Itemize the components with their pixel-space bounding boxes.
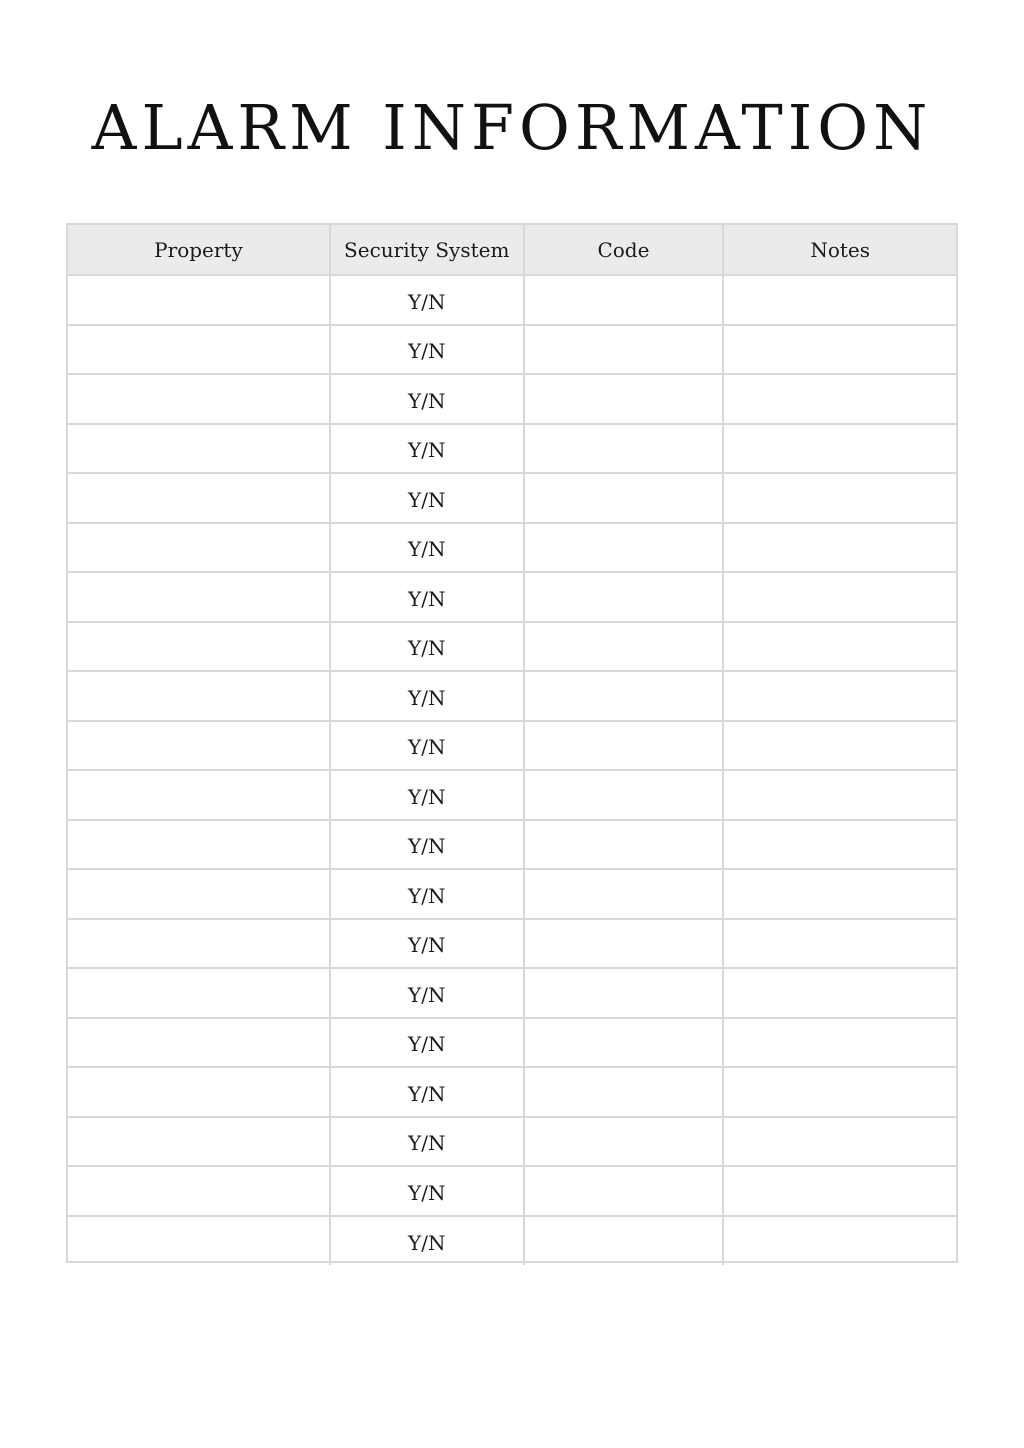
code-cell[interactable] [524,671,724,721]
table-row [68,1117,956,1167]
code-cell[interactable] [524,1166,724,1216]
code-cell[interactable] [524,1117,724,1167]
table-row [68,671,956,721]
table-row [68,523,956,573]
property-cell[interactable] [68,1067,330,1117]
security-system-cell[interactable]: Y/N [330,523,524,573]
code-cell[interactable] [524,919,724,969]
notes-cell[interactable] [723,1216,956,1266]
property-cell[interactable] [68,721,330,771]
code-cell[interactable] [524,572,724,622]
security-system-cell[interactable]: Y/N [330,671,524,721]
notes-cell[interactable] [723,523,956,573]
code-cell[interactable] [524,1018,724,1068]
property-cell[interactable] [68,325,330,375]
notes-cell[interactable] [723,424,956,474]
code-cell[interactable] [524,473,724,523]
notes-cell[interactable] [723,721,956,771]
property-cell[interactable] [68,820,330,870]
column-header-notes: Notes [723,225,956,275]
table-row [68,820,956,870]
alarm-table [68,225,956,1265]
notes-cell[interactable] [723,968,956,1018]
page-title: ALARM INFORMATION [91,91,933,164]
header-row [68,225,956,275]
security-system-cell[interactable]: Y/N [330,325,524,375]
notes-cell[interactable] [723,1117,956,1167]
security-system-cell[interactable]: Y/N [330,1067,524,1117]
security-system-cell[interactable]: Y/N [330,1216,524,1266]
property-cell[interactable] [68,275,330,325]
property-cell[interactable] [68,968,330,1018]
table-row [68,1216,956,1266]
property-cell[interactable] [68,919,330,969]
notes-cell[interactable] [723,572,956,622]
table-row [68,275,956,325]
security-system-cell[interactable]: Y/N [330,869,524,919]
table-row [68,473,956,523]
table-row [68,1018,956,1068]
security-system-cell[interactable]: Y/N [330,424,524,474]
property-cell[interactable] [68,473,330,523]
notes-cell[interactable] [723,869,956,919]
property-cell[interactable] [68,1117,330,1167]
property-cell[interactable] [68,1216,330,1266]
code-cell[interactable] [524,770,724,820]
code-cell[interactable] [524,523,724,573]
code-cell[interactable] [524,721,724,771]
notes-cell[interactable] [723,919,956,969]
property-cell[interactable] [68,770,330,820]
column-header-code: Code [524,225,724,275]
security-system-cell[interactable]: Y/N [330,721,524,771]
table-row [68,374,956,424]
table-row [68,572,956,622]
table-row [68,325,956,375]
table-row [68,968,956,1018]
security-system-cell[interactable]: Y/N [330,473,524,523]
security-system-cell[interactable]: Y/N [330,572,524,622]
column-header-property: Property [68,225,330,275]
code-cell[interactable] [524,968,724,1018]
security-system-cell[interactable]: Y/N [330,1018,524,1068]
property-cell[interactable] [68,523,330,573]
code-cell[interactable] [524,1216,724,1266]
property-cell[interactable] [68,374,330,424]
code-cell[interactable] [524,325,724,375]
property-cell[interactable] [68,1018,330,1068]
code-cell[interactable] [524,424,724,474]
security-system-cell[interactable]: Y/N [330,1166,524,1216]
code-cell[interactable] [524,374,724,424]
notes-cell[interactable] [723,325,956,375]
table-row [68,424,956,474]
security-system-cell[interactable]: Y/N [330,374,524,424]
notes-cell[interactable] [723,622,956,672]
code-cell[interactable] [524,1067,724,1117]
notes-cell[interactable] [723,770,956,820]
security-system-cell[interactable]: Y/N [330,275,524,325]
table-row [68,721,956,771]
code-cell[interactable] [524,275,724,325]
table-row [68,919,956,969]
security-system-cell[interactable]: Y/N [330,622,524,672]
column-header-security-system: Security System [330,225,524,275]
code-cell[interactable] [524,820,724,870]
property-cell[interactable] [68,622,330,672]
security-system-cell[interactable]: Y/N [330,919,524,969]
security-system-cell[interactable]: Y/N [330,820,524,870]
table-body [68,275,956,1265]
table-row [68,770,956,820]
alarm-table-container [66,223,958,1263]
property-cell[interactable] [68,671,330,721]
security-system-cell[interactable]: Y/N [330,770,524,820]
notes-cell[interactable] [723,1166,956,1216]
notes-cell[interactable] [723,374,956,424]
code-cell[interactable] [524,622,724,672]
notes-cell[interactable] [723,473,956,523]
code-cell[interactable] [524,869,724,919]
notes-cell[interactable] [723,820,956,870]
table-row [68,1166,956,1216]
security-system-cell[interactable]: Y/N [330,968,524,1018]
notes-cell[interactable] [723,1067,956,1117]
notes-cell[interactable] [723,671,956,721]
table-row [68,622,956,672]
security-system-cell[interactable]: Y/N [330,1117,524,1167]
notes-cell[interactable] [723,1018,956,1068]
property-cell[interactable] [68,1166,330,1216]
table-row [68,1067,956,1117]
property-cell[interactable] [68,424,330,474]
property-cell[interactable] [68,572,330,622]
table-row [68,869,956,919]
notes-cell[interactable] [723,275,956,325]
property-cell[interactable] [68,869,330,919]
